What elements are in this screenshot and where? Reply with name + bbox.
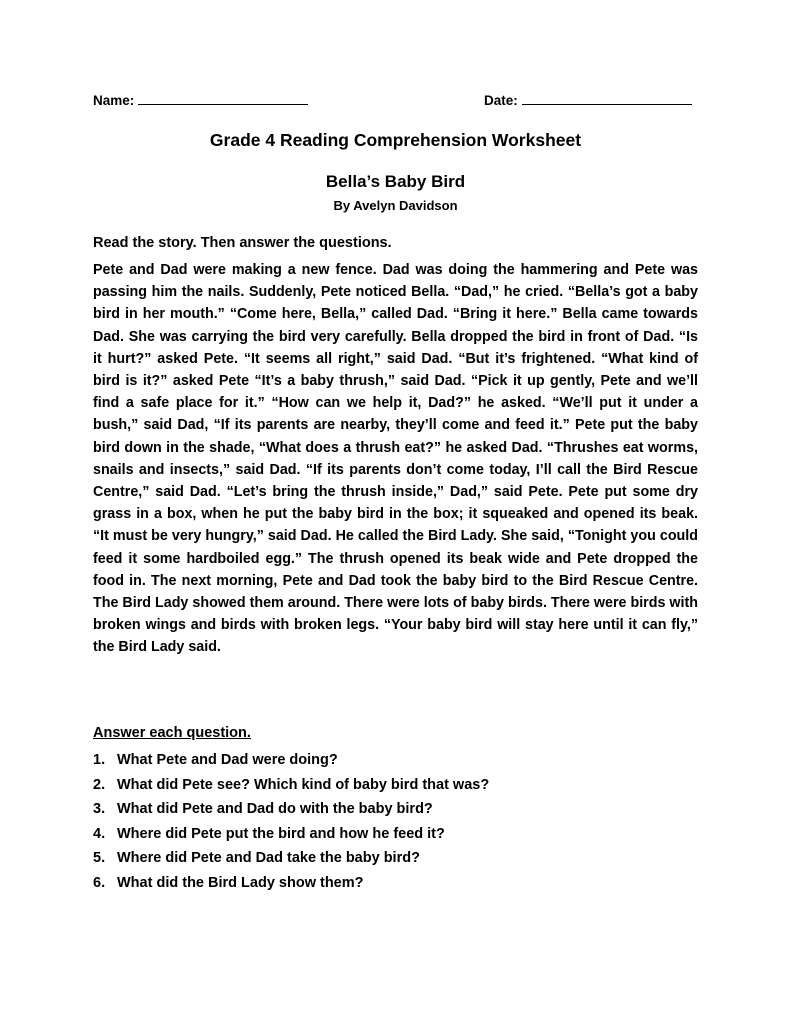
worksheet-title: Grade 4 Reading Comprehension Worksheet — [209, 130, 582, 150]
name-field — [93, 92, 308, 108]
question-item — [93, 872, 698, 897]
name-blank-line — [138, 92, 308, 105]
date-label: Date: — [484, 93, 518, 108]
question-text: Where did Pete and Dad take the baby bird? — [117, 850, 420, 866]
name-label: Name: — [93, 93, 135, 108]
question-item — [93, 847, 698, 872]
question-item — [93, 798, 698, 823]
header-row — [93, 92, 698, 114]
question-text: What did Pete and Dad do with the baby bird? — [117, 801, 433, 817]
date-field — [484, 92, 692, 108]
question-item — [93, 823, 698, 848]
question-text: What did Pete see? Which kind of baby bird that was? — [117, 776, 490, 793]
question-text: What Pete and Dad were doing? — [117, 752, 338, 768]
question-number: 2. — [93, 776, 106, 793]
questions-list — [93, 749, 698, 896]
questions-heading: Answer each question. — [93, 725, 251, 741]
question-number: 6. — [93, 874, 106, 891]
question-item — [93, 749, 698, 774]
question-number: 3. — [93, 801, 106, 817]
question-text: What did the Bird Lady show them? — [117, 874, 364, 891]
question-number: 1. — [93, 752, 106, 768]
question-number: 5. — [93, 850, 106, 866]
question-number: 4. — [93, 825, 106, 842]
question-text: Where did Pete put the bird and how he feed it? — [117, 825, 445, 842]
story-author: By Avelyn Davidson — [333, 198, 458, 213]
date-blank-line — [522, 92, 692, 105]
story-title: Bella’s Baby Bird — [325, 172, 466, 191]
instruction-text: Read the story. Then answer the questions. — [93, 235, 392, 251]
question-item — [93, 774, 698, 799]
story-paragraph: Pete and Dad were making a new fence. Dad was doing the hammering and Pete was passing him the nails. Suddenly, Pete noticed Bella. “Dad,” he cried. “Bella’s got a baby bird in her mouth.” “Come here, Bella,” called Dad. “Bring it here.” Bella came towards Dad. She was carrying the bird very carefully. Bella dropped the bird in front of Dad. “Is it hurt?” asked Pete. “It seems all right,” said Dad. “But it’s frightened. “What kind of bird is it?” asked Pete “It’s a baby thrush,” said Dad. “Pick it up gently, Pete and we’ll find a safe place for it.” “How can we help it, Dad?” he asked. “We’ll put it under a bush,” said Dad, “If its parents are nearby, they’ll come and feed it.” Pete put the baby bird down in the shade, “What does a thrush eat?” he asked Dad. “Thrushes eat worms, snails and insects,” said Dad. “If its parents don’t come today, I’ll call the Bird Rescue Centre,” said Dad. “Let’s bring the thrush inside,” Dad,” said Pete. Pete put some dry grass in a box, when he put the baby bird in the box; it squeaked and opened its beak. “It must be very hungry,” said Dad. He called the Bird Lady. She said, “Tonight you could feed it some hardboiled egg.” The thrush opened its beak wide and Pete dropped the food in. The next morning, Pete and Dad took the baby bird to the Bird Rescue Centre. The Bird Lady showed them around. There were lots of baby birds. There were birds with broken wings and birds with broken legs. “Your baby bird will stay here until it can fly,” the Bird Lady said. — [93, 262, 698, 656]
